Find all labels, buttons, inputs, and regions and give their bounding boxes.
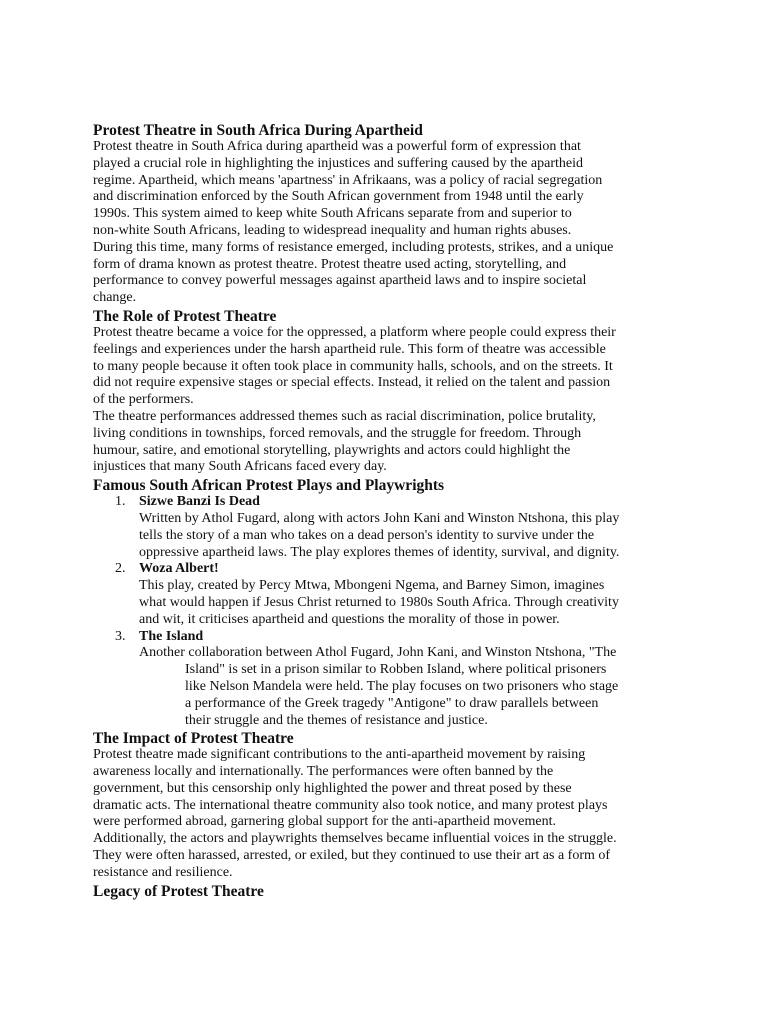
impact-paragraph: Protest theatre made significant contributions to the anti-apartheid movement by raising awareness locally and internationally. The performances were often banned by the government, but this censorship only highlighted the power and threat posed by these dramatic acts. The international theatre community also took notice, and many protest plays were performed abroad, garnering global support for the anti-apartheid movement. Additionally, the actors and playwrights themselves became influential voices in the struggle. They were often harassed, arrested, or exiled, but they continued to use their art as a form of resistance and resilience. — [93, 747, 617, 880]
list-item-number: 1. — [115, 494, 126, 510]
role-paragraph-2: The theatre performances addressed themes such as racial discrimination, police brutality, living conditions in townships, forced removals, and the struggle for freedom. Through humour, satire, and emotional storytelling, playwrights and actors could highlight the injustices that many South Africans faced every day. — [93, 408, 596, 475]
play-description: Written by Athol Fugard, along with actors John Kani and Winston Ntshona, this play tells the story of a man who takes on a dead person's identity to survive under the oppressive apartheid laws. The play explores themes of identity, survival, and dignity. — [139, 510, 620, 560]
list-item-play-1 — [93, 494, 683, 561]
play-description-line: Island" is set in a prison similar to Robben Island, where political prisoners — [185, 662, 607, 678]
play-description-line: their struggle and the themes of resistance and justice. — [185, 712, 488, 728]
play-title: Sizwe Banzi Is Dead — [139, 494, 260, 510]
play-description: This play, created by Percy Mtwa, Mbongeni Ngema, and Barney Simon, imagines what would happen if Jesus Christ returned to 1980s South Africa. Through creativity and wit, it criticises apartheid and questions the morality of those in power. — [139, 578, 619, 627]
play-description-line: a performance of the Greek tragedy "Antigone" to draw parallels between — [185, 695, 599, 711]
play-title: Woza Albert! — [139, 561, 219, 577]
plays-list — [93, 494, 683, 729]
play-description — [139, 645, 683, 729]
play-title: The Island — [139, 628, 204, 644]
document-title: Protest Theatre in South Africa During Apartheid — [93, 122, 423, 139]
intro-paragraph: Protest theatre in South Africa during apartheid was a powerful form of expression that played a crucial role in highlighting the injustices and suffering caused by the apartheid regime. Apartheid, which means 'apartness' in Afrikaans, was a policy of racial segregation and discrimination enforced by the South African government from 1948 until the early 1990s. This system aimed to keep white South Africans separate from and superior to non-white South Africans, leading to widespread inequality and human rights abuses. During this time, many forms of resistance emerged, including protests, strikes, and a unique form of drama known as protest theatre. Protest theatre used acting, storytelling, and performance to convey powerful messages against apartheid laws and to inspire societal change. — [93, 139, 614, 306]
role-paragraph-1: Protest theatre became a voice for the oppressed, a platform where people could express their feelings and experiences under the harsh apartheid rule. This form of theatre was accessible to many people because it often took place in community halls, schools, and on the streets. It did not require expensive stages or special effects. Instead, it relied on the talent and passion of the performers. — [93, 324, 616, 408]
list-item-play-2 — [93, 561, 683, 628]
list-item-number: 3. — [115, 628, 126, 644]
section-heading-plays: Famous South African Protest Plays and Playwrights — [93, 477, 445, 495]
play-description-line: Another collaboration between Athol Fugard, John Kani, and Winston Ntshona, "The — [139, 645, 617, 661]
list-item-play-3 — [93, 629, 683, 730]
list-item-number: 2. — [115, 561, 126, 577]
section-heading-impact: The Impact of Protest Theatre — [93, 730, 294, 748]
section-heading-role: The Role of Protest Theatre — [93, 307, 277, 325]
section-heading-legacy: Legacy of Protest Theatre — [93, 882, 264, 900]
document-page — [93, 122, 683, 900]
play-description-line: like Nelson Mandela were held. The play focuses on two prisoners who stage — [185, 678, 619, 694]
